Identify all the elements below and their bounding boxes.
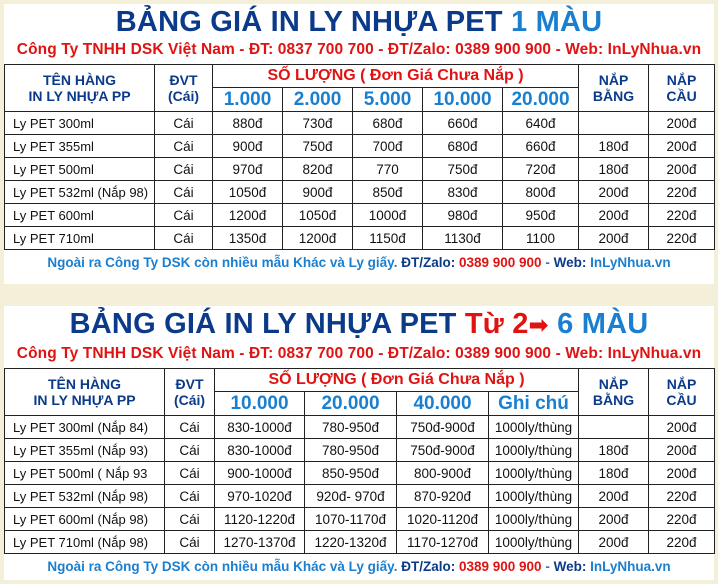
quantity-header: 40.000: [397, 392, 489, 416]
dome-lid-price: 200đ: [649, 439, 715, 462]
table-row: [5, 181, 715, 204]
price-cell: 1000ly/thùng: [489, 439, 579, 462]
header-unit: [155, 65, 213, 112]
header-text: TÊN HÀNG: [47, 376, 122, 392]
phone-label: ĐT:: [248, 41, 274, 58]
table2-footer: Ngoài ra Công Ty DSK còn nhiều mẫu Khác và Ly giấy. ĐT/Zalo: 0389 900 900 - Web: InLyNhua.vn: [47, 559, 671, 574]
price-sheet: [4, 4, 714, 580]
table-row: [5, 158, 715, 181]
price-cell: 900đ: [213, 135, 283, 158]
price-cell: 870-920đ: [397, 485, 489, 508]
quantity-header: 10.000: [423, 88, 503, 112]
header-text: NẮP: [598, 376, 629, 392]
phone-label: ĐT:: [248, 345, 274, 362]
price-cell: 750đ: [283, 135, 353, 158]
price-cell: 980đ: [423, 204, 503, 227]
price-cell: 1000đ: [353, 204, 423, 227]
unit-cell: Cái: [155, 112, 213, 135]
table-row: [5, 416, 715, 439]
footer-zalo-label: ĐT/Zalo:: [401, 255, 456, 270]
quantity-header: 20.000: [305, 392, 397, 416]
price-cell: 750đ-900đ: [397, 439, 489, 462]
price-cell: 970-1020đ: [215, 485, 305, 508]
price-cell: 950đ: [503, 204, 579, 227]
footer-web-label: Web:: [553, 255, 587, 270]
price-cell: 1200đ: [213, 204, 283, 227]
footer-note: Ngoài ra Công Ty DSK còn nhiều mẫu Khác và Ly giấy.: [47, 255, 398, 270]
price-cell: 780-950đ: [305, 439, 397, 462]
zalo-number: 0389 900 900: [455, 345, 552, 362]
unit-cell: Cái: [165, 531, 215, 554]
flat-lid-price: 180đ: [579, 462, 649, 485]
price-cell: 1000ly/thùng: [489, 485, 579, 508]
footer-web-link[interactable]: InLyNhua.vn: [590, 559, 671, 574]
table2-title-c: Từ 2: [464, 308, 529, 340]
dome-lid-price: 200đ: [649, 158, 715, 181]
price-cell: 780-950đ: [305, 416, 397, 439]
header-flat-lid: [579, 65, 649, 112]
price-cell: 1150đ: [353, 227, 423, 250]
dome-lid-price: 220đ: [649, 485, 715, 508]
header-dome-lid: [649, 65, 715, 112]
unit-cell: Cái: [155, 227, 213, 250]
price-cell: 830-1000đ: [215, 439, 305, 462]
price-cell: 970đ: [213, 158, 283, 181]
header-text: TÊN HÀNG: [42, 72, 117, 88]
table-row: [5, 508, 715, 531]
price-cell: 1100: [503, 227, 579, 250]
table-row: [5, 135, 715, 158]
price-cell: 1220-1320đ: [305, 531, 397, 554]
quantity-header: 2.000: [283, 88, 353, 112]
separator: -: [234, 345, 249, 362]
header-product-name: [5, 369, 165, 416]
separator: -: [234, 41, 249, 58]
footer-zalo-label: ĐT/Zalo:: [401, 559, 456, 574]
table-row: [5, 112, 715, 135]
quantity-header: 1.000: [213, 88, 283, 112]
table-row: [5, 204, 715, 227]
price-cell: 680đ: [353, 112, 423, 135]
header-quantity: SỐ LƯỢNG ( Đơn Giá Chưa Nắp ): [215, 369, 579, 392]
footer-web-link[interactable]: InLyNhua.vn: [590, 255, 671, 270]
price-panel-multi-color: [4, 306, 714, 580]
header-unit: [165, 369, 215, 416]
table1-title-c: 1 MÀU: [510, 6, 603, 38]
price-cell: 900-1000đ: [215, 462, 305, 485]
flat-lid-price: 200đ: [579, 485, 649, 508]
price-cell: 1050đ: [283, 204, 353, 227]
footer-note: Ngoài ra Công Ty DSK còn nhiều mẫu Khác và Ly giấy.: [47, 559, 398, 574]
table-row: [5, 485, 715, 508]
unit-cell: Cái: [155, 158, 213, 181]
web-label: Web:: [565, 345, 604, 362]
product-name: Ly PET 532ml (Nắp 98): [5, 485, 165, 508]
table2-company-line: [4, 344, 714, 364]
flat-lid-price: 200đ: [579, 508, 649, 531]
price-cell: 750đ-900đ: [397, 416, 489, 439]
table-row: [5, 227, 715, 250]
company-name: Công Ty TNHH DSK Việt Nam: [16, 41, 235, 58]
price-cell: 1000ly/thùng: [489, 508, 579, 531]
product-name: Ly PET 710ml (Nắp 98): [5, 531, 165, 554]
unit-cell: Cái: [155, 181, 213, 204]
price-cell: 1020-1120đ: [397, 508, 489, 531]
unit-cell: Cái: [165, 416, 215, 439]
header-product-name: [5, 65, 155, 112]
price-cell: 640đ: [503, 112, 579, 135]
header-text: (Cái): [173, 392, 206, 408]
phone-number: 0837 700 700: [277, 345, 374, 362]
price-cell: 660đ: [503, 135, 579, 158]
price-cell: 880đ: [213, 112, 283, 135]
price-cell: 700đ: [353, 135, 423, 158]
unit-cell: Cái: [155, 135, 213, 158]
dome-lid-price: 220đ: [649, 508, 715, 531]
header-text: NẮP: [598, 72, 629, 88]
price-cell: 1170-1270đ: [397, 531, 489, 554]
price-panel-1-color: [4, 4, 714, 284]
panel-divider: [4, 284, 714, 306]
web-link[interactable]: InLyNhua.vn: [607, 345, 702, 362]
flat-lid-price: 200đ: [579, 204, 649, 227]
product-name: Ly PET 355ml (Nắp 93): [5, 439, 165, 462]
header-text: NẮP: [666, 376, 697, 392]
quantity-header: 5.000: [353, 88, 423, 112]
flat-lid-price: 180đ: [579, 158, 649, 181]
price-cell: 1000ly/thùng: [489, 531, 579, 554]
flat-lid-price: 200đ: [579, 227, 649, 250]
flat-lid-price: 180đ: [579, 135, 649, 158]
web-label: Web:: [565, 41, 604, 58]
product-name: Ly PET 300ml (Nắp 84): [5, 416, 165, 439]
price-cell: 920đ- 970đ: [305, 485, 397, 508]
zalo-number: 0389 900 900: [455, 41, 552, 58]
unit-cell: Cái: [165, 485, 215, 508]
table-row: [5, 462, 715, 485]
table2-title-a: BẢNG GIÁ: [69, 308, 217, 340]
footer-zalo-number: 0389 900 900: [458, 255, 542, 270]
product-name: Ly PET 710ml: [5, 227, 155, 250]
dome-lid-price: 220đ: [649, 204, 715, 227]
flat-lid-price: 180đ: [579, 439, 649, 462]
price-cell: 770: [353, 158, 423, 181]
price-cell: 830đ: [423, 181, 503, 204]
price-table-1: [4, 64, 715, 250]
price-cell: 750đ: [423, 158, 503, 181]
separator: -: [373, 345, 388, 362]
header-quantity: SỐ LƯỢNG ( Đơn Giá Chưa Nắp ): [213, 65, 579, 88]
header-text: NẮP: [666, 72, 697, 88]
table2-title-d: 6 MÀU: [557, 308, 649, 340]
separator: -: [551, 345, 566, 362]
price-cell: 850-950đ: [305, 462, 397, 485]
dome-lid-price: 220đ: [649, 531, 715, 554]
unit-cell: Cái: [165, 462, 215, 485]
price-cell: 720đ: [503, 158, 579, 181]
header-text: IN LY NHỰA PP: [33, 392, 136, 408]
header-text: CẦU: [666, 392, 697, 408]
header-text: BẰNG: [592, 392, 635, 408]
header-text: ĐVT: [169, 72, 198, 88]
phone-number: 0837 700 700: [277, 41, 374, 58]
price-cell: 830-1000đ: [215, 416, 305, 439]
price-cell: 1200đ: [283, 227, 353, 250]
table1-title-a: BẢNG GIÁ: [115, 6, 263, 38]
price-cell: 1050đ: [213, 181, 283, 204]
header-text: ĐVT: [175, 376, 204, 392]
price-cell: 1350đ: [213, 227, 283, 250]
quantity-header: 10.000: [215, 392, 305, 416]
table2-title: [4, 306, 714, 344]
flat-lid-price: [579, 416, 649, 439]
product-name: Ly PET 600ml: [5, 204, 155, 227]
table1-title: [4, 4, 714, 40]
flat-lid-price: [579, 112, 649, 135]
price-cell: 900đ: [283, 181, 353, 204]
separator: -: [373, 41, 388, 58]
dome-lid-price: 200đ: [649, 112, 715, 135]
dome-lid-price: 200đ: [649, 462, 715, 485]
product-name: Ly PET 300ml: [5, 112, 155, 135]
unit-cell: Cái: [165, 439, 215, 462]
web-link[interactable]: InLyNhua.vn: [607, 41, 702, 58]
table2-title-b: IN LY NHỰA PET: [224, 308, 457, 340]
zalo-label: ĐT/Zalo:: [387, 345, 451, 362]
quantity-header: Ghi chú: [489, 392, 579, 416]
dome-lid-price: 200đ: [649, 416, 715, 439]
price-cell: 820đ: [283, 158, 353, 181]
table-row: [5, 439, 715, 462]
price-cell: 730đ: [283, 112, 353, 135]
company-name: Công Ty TNHH DSK Việt Nam: [16, 345, 235, 362]
price-cell: 1120-1220đ: [215, 508, 305, 531]
unit-cell: Cái: [165, 508, 215, 531]
price-cell: 1000ly/thùng: [489, 462, 579, 485]
price-cell: 1000ly/thùng: [489, 416, 579, 439]
header-text: (Cái): [167, 88, 200, 104]
separator: -: [551, 41, 566, 58]
product-name: Ly PET 600ml (Nắp 98): [5, 508, 165, 531]
flat-lid-price: 200đ: [579, 531, 649, 554]
dome-lid-price: 200đ: [649, 135, 715, 158]
product-name: Ly PET 500ml: [5, 158, 155, 181]
unit-cell: Cái: [155, 204, 213, 227]
footer-zalo-number: 0389 900 900: [458, 559, 542, 574]
dome-lid-price: 220đ: [649, 227, 715, 250]
price-cell: 850đ: [353, 181, 423, 204]
header-text: BẰNG: [592, 88, 635, 104]
table1-title-b: IN LY NHỰA PET: [270, 6, 503, 38]
quantity-header: 20.000: [503, 88, 579, 112]
dome-lid-price: 220đ: [649, 181, 715, 204]
zalo-label: ĐT/Zalo:: [387, 41, 451, 58]
table1-company-line: [4, 40, 714, 60]
header-text: CẦU: [666, 88, 697, 104]
price-cell: 800đ: [503, 181, 579, 204]
product-name: Ly PET 355ml: [5, 135, 155, 158]
price-cell: 1070-1170đ: [305, 508, 397, 531]
table-row: [5, 531, 715, 554]
product-name: Ly PET 532ml (Nắp 98): [5, 181, 155, 204]
header-text: IN LY NHỰA PP: [28, 88, 131, 104]
price-cell: 800-900đ: [397, 462, 489, 485]
price-cell: 1130đ: [423, 227, 503, 250]
footer-web-label: Web:: [553, 559, 587, 574]
table1-footer: Ngoài ra Công Ty DSK còn nhiều mẫu Khác và Ly giấy. ĐT/Zalo: 0389 900 900 - Web: InLyNhua.vn: [47, 255, 671, 270]
product-name: Ly PET 500ml ( Nắp 93: [5, 462, 165, 485]
price-cell: 1270-1370đ: [215, 531, 305, 554]
price-cell: 660đ: [423, 112, 503, 135]
header-dome-lid: [649, 369, 715, 416]
right-arrow-icon: ➡: [528, 312, 549, 339]
header-flat-lid: [579, 369, 649, 416]
price-table-2: [4, 368, 715, 554]
price-cell: 680đ: [423, 135, 503, 158]
flat-lid-price: 200đ: [579, 181, 649, 204]
